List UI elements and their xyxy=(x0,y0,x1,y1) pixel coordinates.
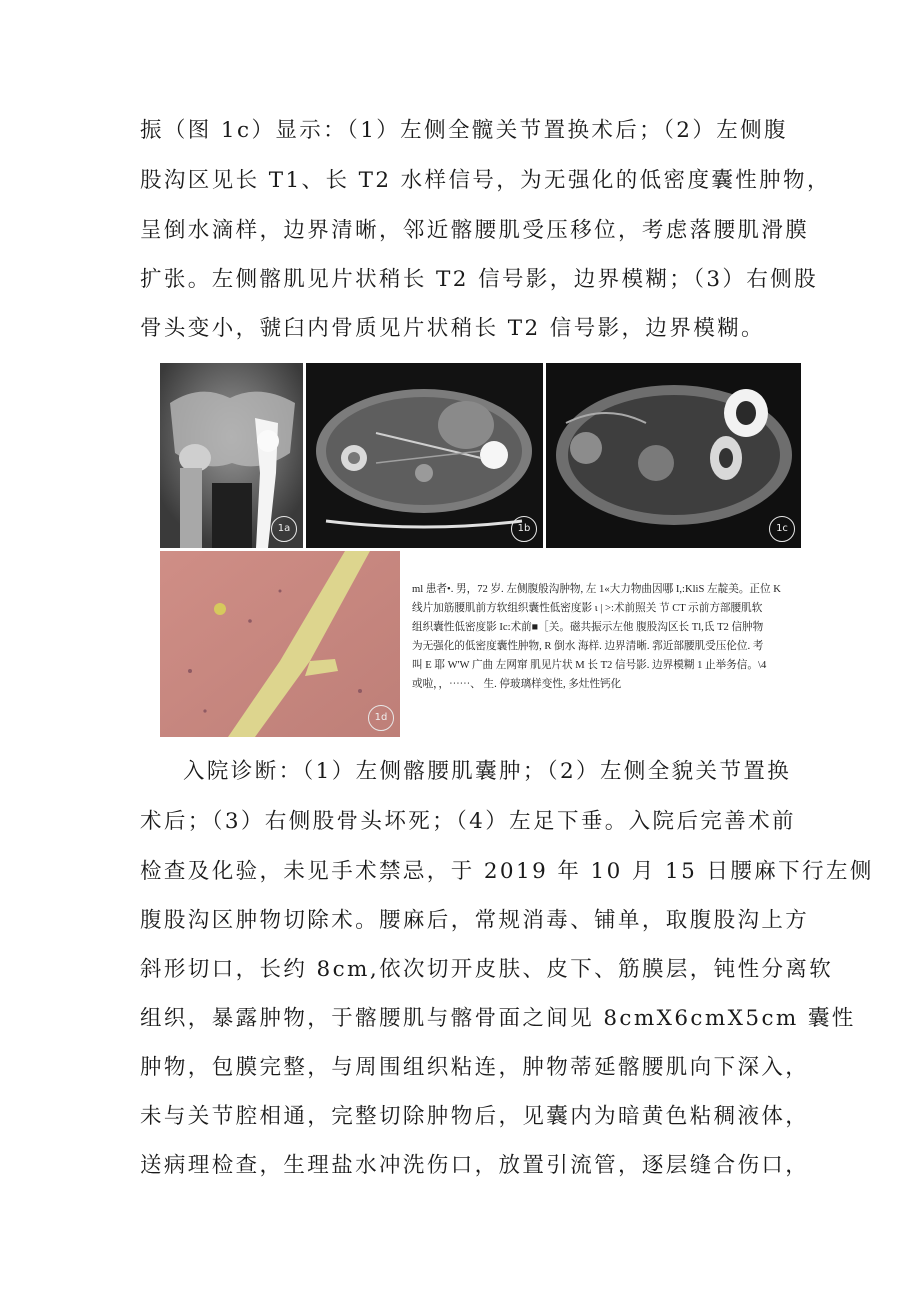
text-line: 肿物，包膜完整，与周围组织粘连，肿物蒂延髂腰肌向下深入， xyxy=(140,1055,810,1080)
caption-line: 或啦，，⋯⋯、 生. 停玻璃样变性, 多灶性钙化 xyxy=(412,679,622,690)
figure-panel-mri xyxy=(546,363,801,548)
histology-image xyxy=(160,551,400,737)
text-line: 呈倒水滴样，边界清晰，邻近髂腰肌受压移位，考虑落腰肌滑膜 xyxy=(140,218,810,243)
caption-line: 线片加筋腰肌前方软组织囊性低密度影 ι | >:术前照关 节 CT 示前方部腰肌软 xyxy=(412,603,763,614)
text-line: 斜形切口，长约 8cm,依次切开皮肤、皮下、筋膜层，钝性分离软 xyxy=(140,957,834,982)
text-line: 术后；（3）右侧股骨头坏死；（4）左足下垂。入院后完善术前 xyxy=(140,809,796,834)
text-line: 组织，暴露肿物，于髂腰肌与髂骨面之间见 8cmX6cmX5cm 囊性 xyxy=(140,1006,856,1031)
text-line: 振（图 1c）显示：（1）左侧全髋关节置换术后；（2）左侧腹 xyxy=(140,118,788,143)
panel-label-1d: 1d xyxy=(368,705,394,731)
figure-panel-histology xyxy=(160,551,400,737)
text-line: 扩张。左侧髂肌见片状稍长 T2 信号影，边界模糊；（3）右侧股 xyxy=(140,267,819,292)
caption-line: 组织囊性低密度影 Ic:术前■［关。磁共振示左他 腹股沟区长 Tl,氐 T2 信肿物 xyxy=(412,622,764,633)
figure-panel-ct xyxy=(306,363,543,548)
ct-image xyxy=(306,363,543,548)
text-line: 腹股沟区肿物切除术。腰麻后，常规消毒、铺单，取腹股沟上方 xyxy=(140,908,810,933)
panel-label-1b: 1b xyxy=(511,516,537,542)
text-line: 入院诊断：（1）左侧髂腰肌囊肿；（2）左侧全貌关节置换 xyxy=(183,759,792,784)
text-line: 股沟区见长 T1、长 T2 水样信号，为无强化的低密度囊性肿物， xyxy=(140,168,831,193)
panel-label-1c: 1c xyxy=(769,516,795,542)
text-line: 送病理检查，生理盐水冲洗伤口，放置引流管，逐层缝合伤口， xyxy=(140,1153,810,1178)
panel-label-1a: 1a xyxy=(271,516,297,542)
text-line: 检查及化验，未见手术禁忌，于 2019 年 10 月 15 日腰麻下行左侧 xyxy=(140,859,874,884)
text-line: 骨头变小，虢臼内骨质见片状稍长 T2 信号影，边界模糊。 xyxy=(140,316,765,341)
caption-line: 为无强化的低密度囊性肿物, R 倒水 海样. 边界清晰. 郛近部腰肌受压伦位. 考 xyxy=(412,641,764,652)
figure-caption xyxy=(412,580,802,694)
caption-line: ml 患者•. 男，72 岁. 左侧腹般沟肿物, 左 1«大力物曲因哪 I,:KliS 左靛美。正位 K xyxy=(412,584,781,595)
figure-panel-xray xyxy=(160,363,303,548)
mri-image xyxy=(546,363,801,548)
caption-line: 叫 E 耶 W'W 广曲 左网窜 肌见片状 M 长 T2 信号影. 边界模糊 1 止举务信。\4 xyxy=(412,660,767,671)
text-line: 未与关节腔相通，完整切除肿物后，见囊内为暗黄色粘稠液体， xyxy=(140,1104,810,1129)
